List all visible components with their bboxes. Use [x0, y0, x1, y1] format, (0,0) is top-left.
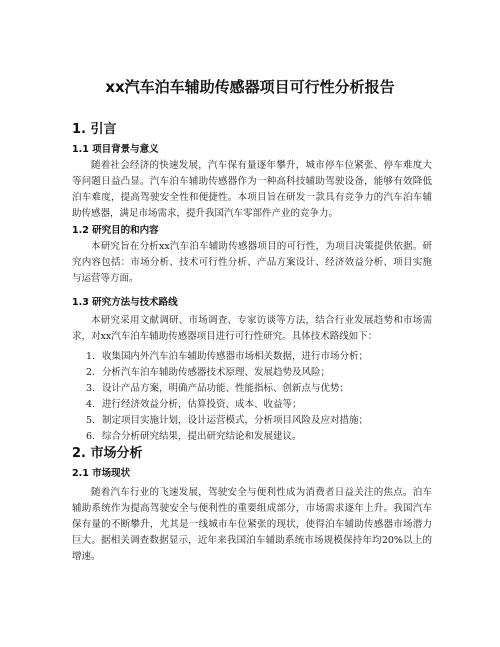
- list-item-text: 分析汽车泊车辅助传感器技术原理、发展趋势及风险；: [102, 367, 331, 378]
- list-item-number: 3.: [86, 383, 96, 394]
- subsection-heading-methods: 1.3 研究方法与技术路线: [72, 297, 178, 308]
- list-item: [72, 349, 432, 365]
- list-item: [72, 381, 432, 397]
- list-item-number: 4.: [86, 399, 96, 410]
- list-item-number: 1.: [86, 351, 96, 362]
- list-item-text: 制定项目实施计划，设计运营模式，分析项目风险及应对措施；: [102, 415, 369, 426]
- list-item-number: 2.: [86, 367, 96, 378]
- list-item: [72, 365, 432, 381]
- subsection-heading-objectives: 1.2 研究目的和内容: [72, 225, 159, 236]
- subsection-heading-background: 1.1 项目背景与意义: [72, 144, 159, 155]
- list-item: [72, 413, 432, 429]
- list-item-text: 设计产品方案，明确产品功能、性能指标、创新点与优势；: [102, 383, 350, 394]
- technical-route-list: [72, 349, 432, 445]
- paragraph-background: 随着社会经济的快速发展，汽车保有量逐年攀升，城市停车位紧张、停车难度大等问题日益凸显。汽车泊车辅助传感器作为一种高科技辅助驾驶设备，能够有效降低泊车难度，提高驾驶安全性和便捷性。本项目旨在研发一款具有竞争力的汽车泊车辅助传感器，满足市场需求，提升我国汽车零部件产业的竞争力。: [72, 160, 432, 219]
- paragraph-objectives: 本研究旨在分析xx汽车泊车辅助传感器项目的可行性，为项目决策提供依据。研究内容包括：市场分析、技术可行性分析、产品方案设计、经济效益分析、项目实施与运营等方面。: [72, 241, 432, 284]
- subsection-heading-market-status: 2.1 市场现状: [72, 468, 131, 479]
- list-item-text: 进行经济效益分析，估算投资、成本、收益等；: [102, 399, 302, 410]
- list-item-number: 6.: [86, 431, 96, 442]
- paragraph-methods: 本研究采用文献调研、市场调查、专家访谈等方法，结合行业发展趋势和市场需求，对xx汽车泊车辅助传感器项目进行可行性研究。具体技术路线如下：: [72, 315, 432, 342]
- list-item-number: 5.: [86, 415, 96, 426]
- document-title: xx汽车泊车辅助传感器项目可行性分析报告: [105, 78, 395, 96]
- list-item-text: 收集国内外汽车泊车辅助传感器市场相关数据，进行市场分析；: [102, 351, 369, 362]
- list-item-text: 综合分析研究结果，提出研究结论和发展建议。: [102, 431, 302, 442]
- list-item: [72, 397, 432, 413]
- paragraph-market-status: 随着汽车行业的飞速发展，驾驶安全与便利性成为消费者日益关注的焦点。泊车辅助系统作为提高驾驶安全与便利性的重要组成部分，市场需求逐年上升。我国汽车保有量的不断攀升，尤其是一线城市车位紧张的现状，使得泊车辅助传感器市场潜力巨大。据相关调查数据显示，近年来我国泊车辅助系统市场规模保持年均20%以上的增速。: [72, 487, 432, 562]
- section-heading-introduction: 1. 引言: [72, 122, 117, 137]
- section-heading-market-analysis: 2. 市场分析: [72, 446, 143, 461]
